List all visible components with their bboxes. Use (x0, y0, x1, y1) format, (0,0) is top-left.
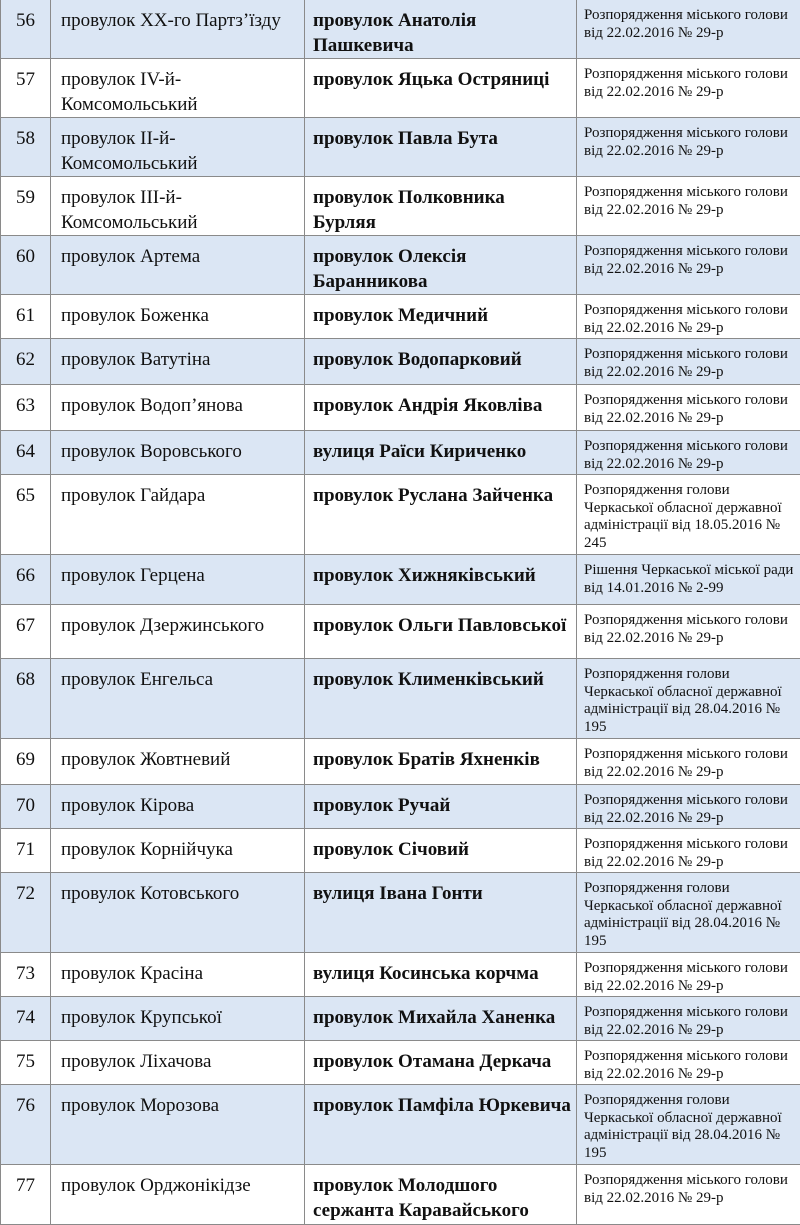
old-street-name: провулок Кірова (51, 785, 305, 829)
new-street-name: провулок Братів Яхненків (305, 739, 577, 785)
table-row (1, 236, 800, 295)
new-street-name: провулок Руслана Зайченка (305, 475, 577, 555)
old-street-name: провулок IV-й-Комсомольський (51, 59, 305, 118)
legal-basis-document: Розпорядження міського голови від 22.02.2016 № 29-р (577, 829, 800, 873)
new-street-name: провулок Клименківський (305, 659, 577, 739)
old-street-name: провулок Воровського (51, 431, 305, 475)
old-street-name: провулок Орджонікідзе (51, 1165, 305, 1225)
row-number: 61 (1, 295, 51, 339)
legal-basis-document: Розпорядження міського голови від 22.02.2016 № 29-р (577, 785, 800, 829)
legal-basis-document: Розпорядження голови Черкаської обласної державної адміністрації від 18.05.2016 № 245 (577, 475, 800, 555)
table-row (1, 997, 800, 1041)
table-row (1, 1085, 800, 1165)
legal-basis-document: Розпорядження міського голови від 22.02.2016 № 29-р (577, 1041, 800, 1085)
legal-basis-document: Розпорядження голови Черкаської обласної державної адміністрації від 28.04.2016 № 195 (577, 659, 800, 739)
legal-basis-document: Розпорядження міського голови від 22.02.2016 № 29-р (577, 605, 800, 659)
old-street-name: провулок Ватутіна (51, 339, 305, 385)
row-number: 71 (1, 829, 51, 873)
new-street-name: провулок Андрія Яковліва (305, 385, 577, 431)
new-street-name: провулок Молодшого сержанта Каравайського (305, 1165, 577, 1225)
old-street-name: провулок Артема (51, 236, 305, 295)
legal-basis-document: Розпорядження міського голови від 22.02.2016 № 29-р (577, 59, 800, 118)
row-number: 76 (1, 1085, 51, 1165)
row-number: 62 (1, 339, 51, 385)
row-number: 60 (1, 236, 51, 295)
table-row (1, 829, 800, 873)
row-number: 69 (1, 739, 51, 785)
legal-basis-document: Розпорядження міського голови від 22.02.2016 № 29-р (577, 739, 800, 785)
table-row (1, 873, 800, 953)
new-street-name: провулок Ручай (305, 785, 577, 829)
row-number: 68 (1, 659, 51, 739)
row-number: 75 (1, 1041, 51, 1085)
old-street-name: провулок Боженка (51, 295, 305, 339)
table-body (1, 0, 800, 1225)
old-street-name: провулок Жовтневий (51, 739, 305, 785)
old-street-name: провулок Енгельса (51, 659, 305, 739)
new-street-name: провулок Анатолія Пашкевича (305, 0, 577, 59)
new-street-name: вулиця Раїси Кириченко (305, 431, 577, 475)
row-number: 65 (1, 475, 51, 555)
row-number: 63 (1, 385, 51, 431)
table-row (1, 475, 800, 555)
legal-basis-document: Розпорядження міського голови від 22.02.2016 № 29-р (577, 118, 800, 177)
new-street-name: вулиця Косинська корчма (305, 953, 577, 997)
table-row (1, 295, 800, 339)
table-row (1, 953, 800, 997)
legal-basis-document: Розпорядження міського голови від 22.02.2016 № 29-р (577, 177, 800, 236)
legal-basis-document: Розпорядження міського голови від 22.02.2016 № 29-р (577, 0, 800, 59)
row-number: 73 (1, 953, 51, 997)
table-row (1, 0, 800, 59)
table-row (1, 431, 800, 475)
row-number: 74 (1, 997, 51, 1041)
old-street-name: провулок Морозова (51, 1085, 305, 1165)
table-row (1, 59, 800, 118)
legal-basis-document: Розпорядження голови Черкаської обласної державної адміністрації від 28.04.2016 № 195 (577, 873, 800, 953)
row-number: 70 (1, 785, 51, 829)
new-street-name: вулиця Івана Гонти (305, 873, 577, 953)
old-street-name: провулок Котовського (51, 873, 305, 953)
old-street-name: провулок II-й-Комсомольський (51, 118, 305, 177)
old-street-name: провулок Корнійчука (51, 829, 305, 873)
old-street-name: провулок Водоп’янова (51, 385, 305, 431)
new-street-name: провулок Яцька Остряниці (305, 59, 577, 118)
row-number: 57 (1, 59, 51, 118)
new-street-name: провулок Січовий (305, 829, 577, 873)
table-row (1, 785, 800, 829)
legal-basis-document: Розпорядження міського голови від 22.02.2016 № 29-р (577, 339, 800, 385)
legal-basis-document: Розпорядження міського голови від 22.02.2016 № 29-р (577, 431, 800, 475)
new-street-name: провулок Михайла Ханенка (305, 997, 577, 1041)
row-number: 67 (1, 605, 51, 659)
new-street-name: провулок Медичний (305, 295, 577, 339)
row-number: 72 (1, 873, 51, 953)
new-street-name: провулок Хижняківський (305, 555, 577, 605)
new-street-name: провулок Отамана Деркача (305, 1041, 577, 1085)
table-row (1, 118, 800, 177)
table-row (1, 385, 800, 431)
old-street-name: провулок Крупської (51, 997, 305, 1041)
legal-basis-document: Розпорядження міського голови від 22.02.2016 № 29-р (577, 1165, 800, 1225)
legal-basis-document: Рішення Черкаської міської ради від 14.01.2016 № 2-99 (577, 555, 800, 605)
table-row (1, 555, 800, 605)
table-row (1, 659, 800, 739)
row-number: 58 (1, 118, 51, 177)
old-street-name: провулок Дзержинського (51, 605, 305, 659)
legal-basis-document: Розпорядження міського голови від 22.02.2016 № 29-р (577, 236, 800, 295)
table-row (1, 605, 800, 659)
table-row (1, 177, 800, 236)
table-row (1, 339, 800, 385)
row-number: 64 (1, 431, 51, 475)
old-street-name: провулок Гайдара (51, 475, 305, 555)
table-row (1, 739, 800, 785)
row-number: 77 (1, 1165, 51, 1225)
new-street-name: провулок Ольги Павловської (305, 605, 577, 659)
old-street-name: провулок XX-го Партз’їзду (51, 0, 305, 59)
row-number: 56 (1, 0, 51, 59)
legal-basis-document: Розпорядження міського голови від 22.02.2016 № 29-р (577, 385, 800, 431)
legal-basis-document: Розпорядження міського голови від 22.02.2016 № 29-р (577, 953, 800, 997)
legal-basis-document: Розпорядження голови Черкаської обласної державної адміністрації від 28.04.2016 № 195 (577, 1085, 800, 1165)
row-number: 66 (1, 555, 51, 605)
old-street-name: провулок Ліхачова (51, 1041, 305, 1085)
old-street-name: провулок Герцена (51, 555, 305, 605)
row-number: 59 (1, 177, 51, 236)
new-street-name: провулок Водопарковий (305, 339, 577, 385)
new-street-name: провулок Павла Бута (305, 118, 577, 177)
old-street-name: провулок Красіна (51, 953, 305, 997)
new-street-name: провулок Памфіла Юркевича (305, 1085, 577, 1165)
table-row (1, 1041, 800, 1085)
old-street-name: провулок III-й-Комсомольський (51, 177, 305, 236)
legal-basis-document: Розпорядження міського голови від 22.02.2016 № 29-р (577, 997, 800, 1041)
legal-basis-document: Розпорядження міського голови від 22.02.2016 № 29-р (577, 295, 800, 339)
new-street-name: провулок Олексія Баранникова (305, 236, 577, 295)
new-street-name: провулок Полковника Бурляя (305, 177, 577, 236)
